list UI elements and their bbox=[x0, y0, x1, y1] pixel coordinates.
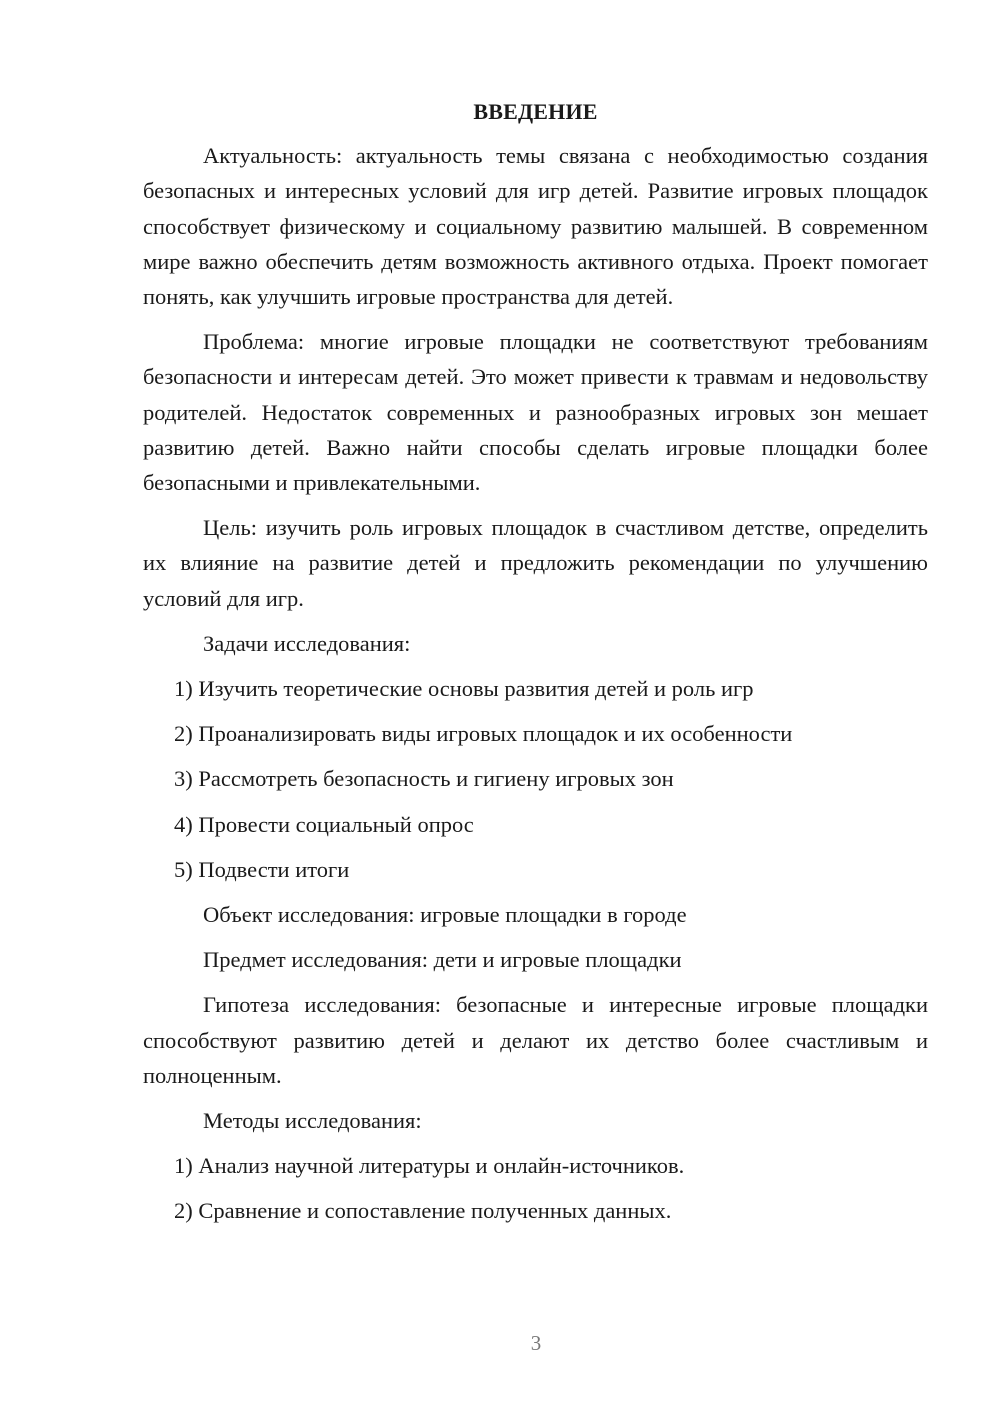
task-item: 1) Изучить теоретические основы развития детей и роль игр bbox=[174, 676, 754, 702]
method-item: 2) Сравнение и сопоставление полученных данных. bbox=[174, 1198, 672, 1224]
task-item: 4) Провести социальный опрос bbox=[174, 811, 474, 837]
goal-paragraph: Цель: изучить роль игровых площадок в счастливом детстве, определить их влияние на развитие детей и предложить рекомендации по улучшению условий для игр. bbox=[143, 515, 928, 611]
methods-title: Методы исследования: bbox=[203, 1108, 422, 1134]
research-subject: Предмет исследования: дети и игровые площадки bbox=[203, 947, 682, 973]
task-item: 2) Проанализировать виды игровых площадок и их особенности bbox=[174, 721, 793, 747]
task-item: 5) Подвести итоги bbox=[174, 856, 350, 882]
relevance-paragraph: Актуальность: актуальность темы связана с необходимостью создания безопасных и интересных условий для игр детей. Развитие игровых площадок способствует физическому и социальному развитию малышей. В современном мире важно обеспечить детям возможность активного отдыха. Проект помогает понять, как улучшить игровые пространства для детей. bbox=[143, 143, 928, 310]
research-object: Объект исследования: игровые площадки в городе bbox=[203, 902, 687, 928]
hypothesis-paragraph: Гипотеза исследования: безопасные и интересные игровые площадки способствуют развитию детей и делают их детство более счастливым и полноценным. bbox=[143, 992, 928, 1088]
section-heading: ВВЕДЕНИЕ bbox=[473, 99, 598, 124]
problem-paragraph: Проблема: многие игровые площадки не соответствуют требованиям безопасности и интересам детей. Это может привести к травмам и недовольству родителей. Недостаток современных и разнообразных игровых зон мешает развитию детей. Важно найти способы сделать игровые площадки более безопасными и привлекательными. bbox=[143, 329, 928, 496]
method-item: 1) Анализ научной литературы и онлайн-источников. bbox=[174, 1153, 685, 1179]
page-content bbox=[143, 94, 928, 1239]
task-item: 3) Рассмотреть безопасность и гигиену игровых зон bbox=[174, 766, 674, 792]
tasks-title: Задачи исследования: bbox=[203, 630, 411, 656]
page-number: 3 bbox=[530, 1331, 542, 1355]
